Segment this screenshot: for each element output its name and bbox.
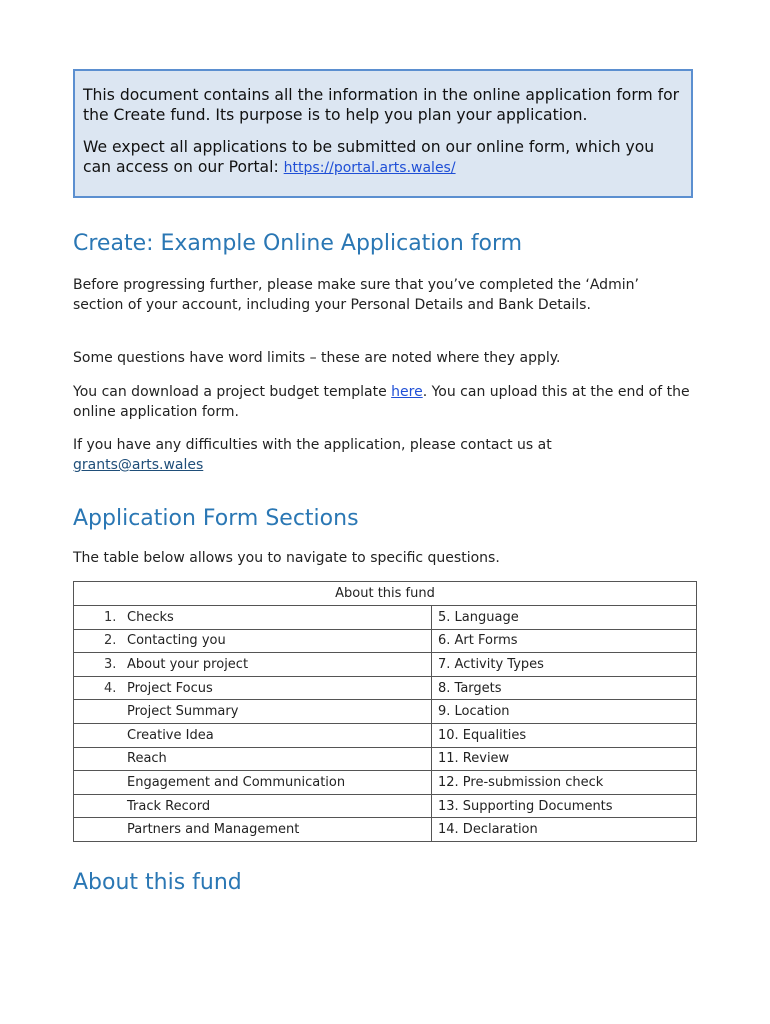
section-link-right[interactable]: 14. Declaration (432, 818, 697, 842)
section-label: Track Record (127, 798, 211, 814)
section-number: 2. (104, 633, 117, 649)
section-number: 1. (104, 609, 117, 625)
table-header-cell: About this fund (74, 582, 697, 606)
budget-text-before: You can download a project budget template (73, 384, 392, 400)
section-link-left[interactable] (74, 723, 432, 747)
table-row (74, 653, 697, 677)
intro-paragraph-3 (73, 382, 693, 422)
section-label: Contacting you (127, 633, 226, 649)
section-label: Project Summary (127, 704, 239, 720)
table-row (74, 606, 697, 630)
sections-heading: Application Form Sections (73, 506, 359, 531)
section-link-left[interactable] (74, 794, 432, 818)
section-label: Engagement and Communication (127, 774, 346, 790)
section-link-right[interactable]: 10. Equalities (432, 723, 697, 747)
portal-link[interactable]: https://portal.arts.wales/ (283, 160, 456, 176)
budget-text-after: . You can upload this at the end of the online application form. (73, 384, 690, 420)
section-link-right[interactable]: 7. Activity Types (432, 653, 697, 677)
table-row (74, 676, 697, 700)
sections-intro: The table below allows you to navigate to specific questions. (73, 550, 500, 566)
notice-text-2-body: We expect all applications to be submitted on our online form, which you can access on our Portal: (83, 138, 655, 176)
about-fund-heading: About this fund (73, 870, 242, 895)
table-row (74, 629, 697, 653)
section-label: Reach (127, 751, 167, 767)
section-link-left[interactable] (74, 771, 432, 795)
table-row (74, 818, 697, 842)
section-label: Partners and Management (127, 822, 300, 838)
section-number: 4. (104, 680, 117, 696)
sections-nav-table (73, 581, 697, 842)
section-link-right[interactable]: 12. Pre-submission check (432, 771, 697, 795)
section-link-right[interactable]: 6. Art Forms (432, 629, 697, 653)
section-label: Creative Idea (127, 727, 214, 743)
section-link-right[interactable]: 5. Language (432, 606, 697, 630)
section-link-right[interactable]: 11. Review (432, 747, 697, 771)
section-link-right[interactable]: 9. Location (432, 700, 697, 724)
contact-email-link[interactable]: grants@arts.wales (73, 457, 204, 473)
section-link-left[interactable] (74, 700, 432, 724)
notice-text-2 (83, 137, 683, 178)
section-label: About your project (127, 656, 249, 672)
section-link-right[interactable]: 13. Supporting Documents (432, 794, 697, 818)
table-row (74, 794, 697, 818)
intro-paragraph-2: Some questions have word limits – these are noted where they apply. (73, 350, 561, 366)
section-label: Checks (127, 609, 174, 625)
table-header-row (74, 582, 697, 606)
table-row (74, 747, 697, 771)
table-row (74, 723, 697, 747)
section-label: Project Focus (127, 680, 213, 696)
section-link-left[interactable] (74, 629, 432, 653)
notice-text-1: This document contains all the information in the online application form for the Create fund. Its purpose is to help you plan your application. (83, 86, 680, 124)
section-link-left[interactable] (74, 653, 432, 677)
section-link-right[interactable]: 8. Targets (432, 676, 697, 700)
section-link-left[interactable] (74, 676, 432, 700)
section-number: 3. (104, 656, 117, 672)
section-link-left[interactable] (74, 747, 432, 771)
page-title: Create: Example Online Application form (73, 231, 523, 256)
contact-text: If you have any difficulties with the application, please contact us at (73, 437, 552, 453)
table-row (74, 700, 697, 724)
budget-template-link[interactable]: here (391, 384, 423, 400)
table-row (74, 771, 697, 795)
section-link-left[interactable] (74, 818, 432, 842)
section-link-left[interactable] (74, 606, 432, 630)
info-notice-box (73, 69, 693, 198)
intro-paragraph-1: Before progressing further, please make sure that you’ve completed the ‘Admin’ section of your account, including your Personal Details and Bank Details. (73, 277, 639, 313)
intro-paragraph-4 (73, 435, 613, 475)
